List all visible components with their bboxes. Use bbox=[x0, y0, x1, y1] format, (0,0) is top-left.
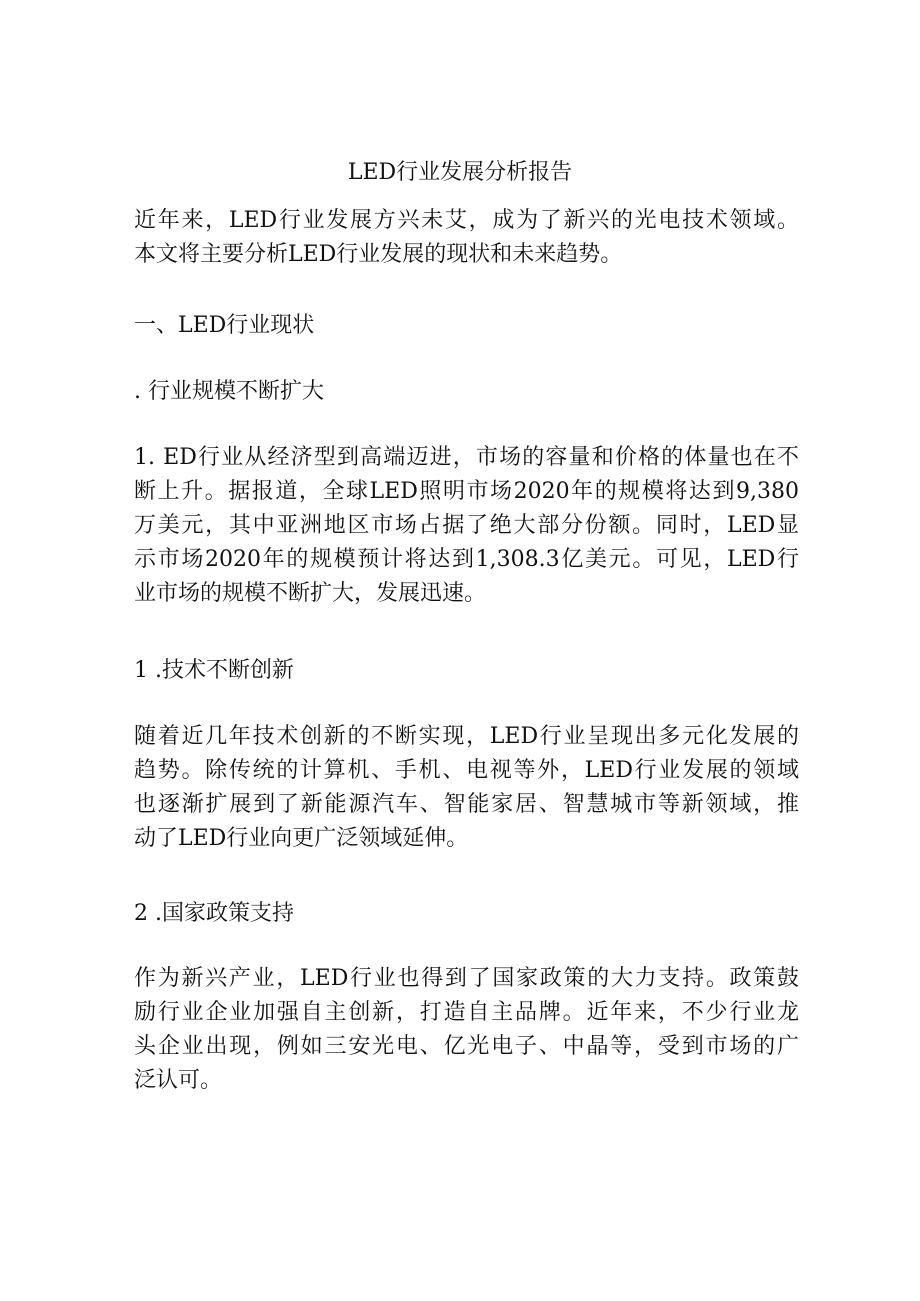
paragraph-line: 随着近几年技术创新的不断实现，LED行业呈现出多元化发展的 bbox=[134, 724, 799, 749]
intro-line: 本文将主要分析LED行业发展的现状和未来趋势。 bbox=[134, 242, 623, 267]
paragraph-line: 作为新兴产业，LED行业也得到了国家政策的大力支持。政策鼓 bbox=[134, 966, 799, 991]
paragraph-policy bbox=[134, 962, 799, 1098]
intro-line: 近年来，LED行业发展方兴未艾，成为了新兴的光电技术领域。 bbox=[134, 208, 799, 233]
paragraph-line: 1. ED行业从经济型到高端迈进，市场的容量和价格的体量也在不 bbox=[134, 445, 799, 470]
paragraph-line: 断上升。据报道，全球LED照明市场2020年的规模将达到9,380 bbox=[134, 479, 799, 504]
subheading-scale: . 行业规模不断扩大 bbox=[134, 379, 324, 404]
section-heading-status: 一、LED行业现状 bbox=[134, 313, 315, 338]
paragraph-line: 示市场2020年的规模预计将达到1,308.3亿美元。可见，LED行 bbox=[134, 547, 799, 572]
document-title: LED行业发展分析报告 bbox=[347, 160, 573, 185]
paragraph-line: 泛认可。 bbox=[134, 1068, 223, 1093]
paragraph-line: 业市场的规模不断扩大，发展迅速。 bbox=[134, 581, 487, 606]
paragraph-innovation bbox=[134, 720, 799, 856]
subheading-policy: 2 .国家政策支持 bbox=[134, 901, 294, 926]
paragraph-line: 趋势。除传统的计算机、手机、电视等外，LED行业发展的领域 bbox=[134, 758, 799, 783]
intro-paragraph bbox=[134, 204, 799, 272]
paragraph-line: 万美元，其中亚洲地区市场占据了绝大部分份额。同时，LED显 bbox=[134, 513, 799, 538]
paragraph-line: 头企业出现，例如三安光电、亿光电子、中晶等，受到市场的广 bbox=[134, 1034, 799, 1059]
subheading-innovation: 1 .技术不断创新 bbox=[134, 658, 294, 683]
paragraph-line: 动了LED行业向更广泛领域延伸。 bbox=[134, 826, 469, 851]
paragraph-line: 励行业企业加强自主创新，打造自主品牌。近年来，不少行业龙 bbox=[134, 1000, 799, 1025]
paragraph-line: 也逐渐扩展到了新能源汽车、智能家居、智慧城市等新领域，推 bbox=[134, 792, 799, 817]
paragraph-scale bbox=[134, 441, 799, 611]
